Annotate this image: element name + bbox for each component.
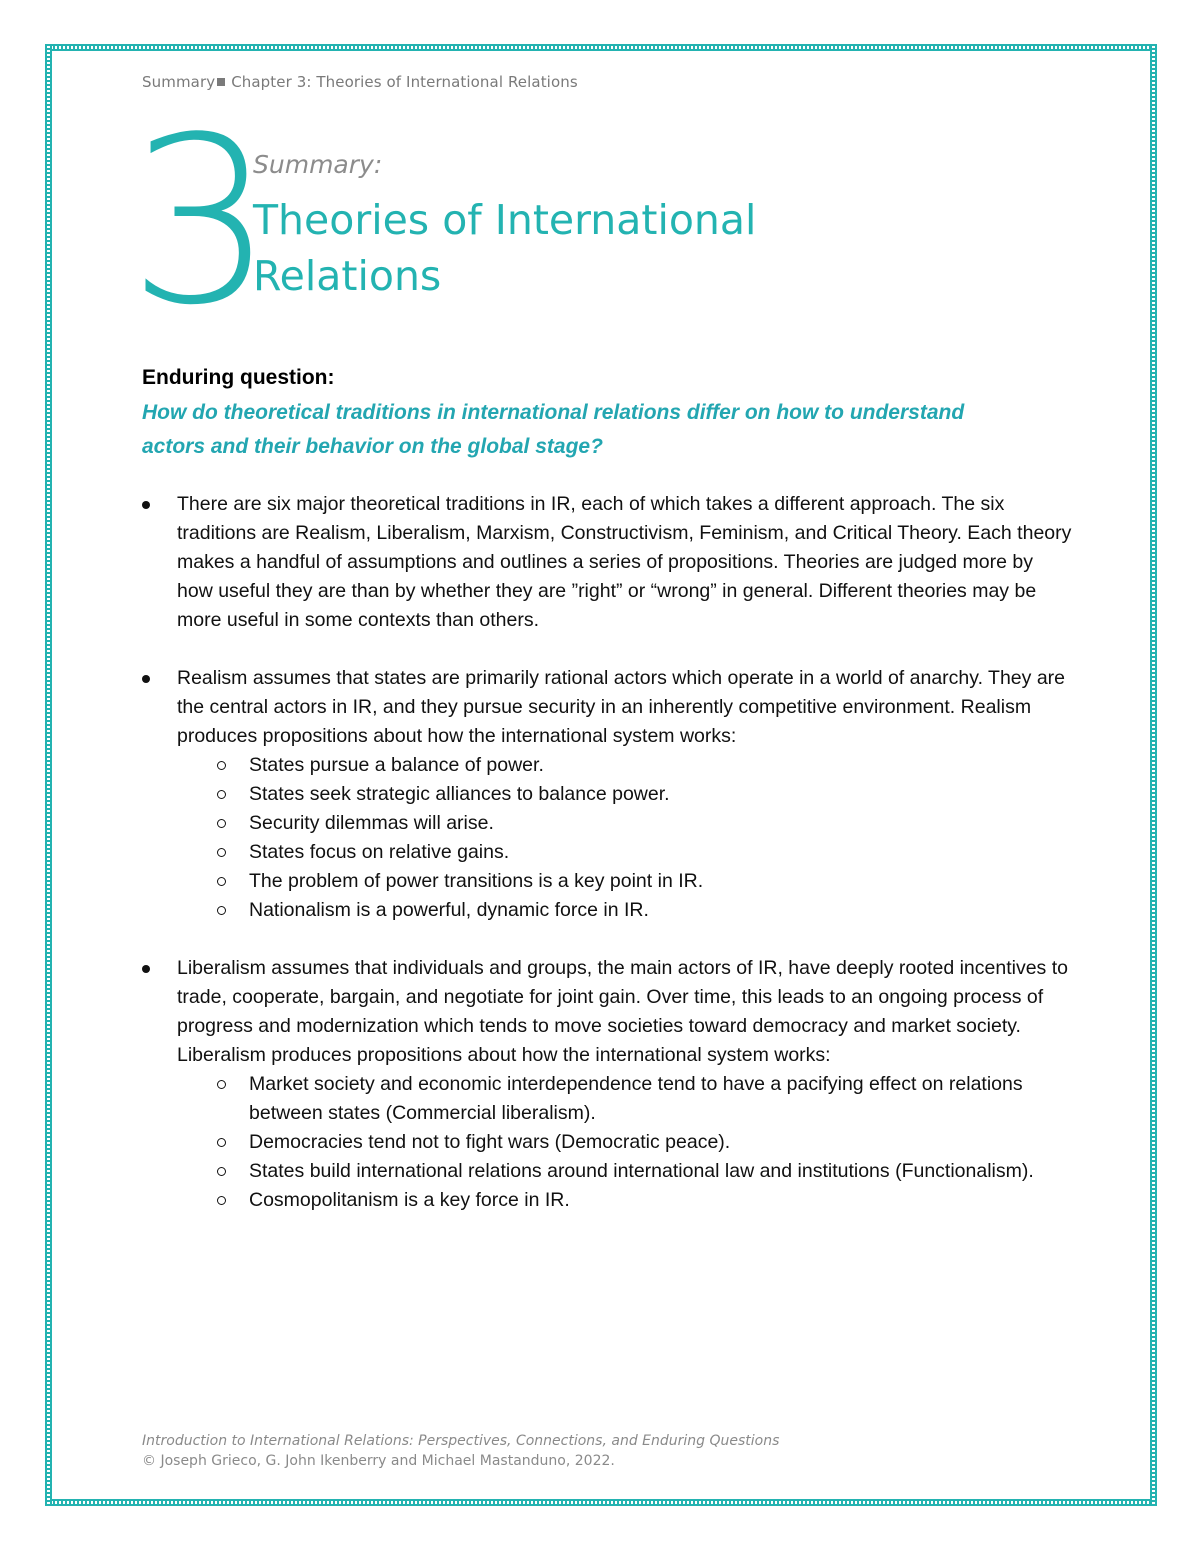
border-right (1150, 44, 1157, 1506)
sub-list-item (213, 1128, 1072, 1157)
sub-list-item (213, 896, 1072, 925)
sub-list-item (213, 867, 1072, 896)
sub-item-text: Market society and economic interdependence tend to have a pacifying effect on relations between states (Commercial liberalism). (249, 1073, 1023, 1124)
sub-list-item (213, 809, 1072, 838)
sub-list-item (213, 751, 1072, 780)
list-item (142, 954, 1072, 1215)
circle-bullet-icon (217, 848, 226, 857)
sub-item-text: Security dilemmas will arise. (249, 812, 494, 834)
sub-list-item (213, 1157, 1072, 1186)
running-head-left: Summary (142, 73, 216, 91)
page-footer (142, 1431, 779, 1471)
chapter-number: 3 (128, 89, 275, 356)
circle-bullet-icon (217, 1138, 226, 1147)
circle-bullet-icon (217, 761, 226, 770)
circle-bullet-icon (217, 790, 226, 799)
summary-bullet-list (142, 490, 1072, 1244)
sub-list (177, 751, 1072, 925)
border-top (45, 44, 1157, 51)
footer-book-title: Introduction to International Relations: Perspectives, Connections, and Enduring Questions (142, 1433, 780, 1449)
summary-label: Summary: (253, 150, 383, 179)
sub-list-item (213, 1070, 1072, 1128)
footer-copyright: © Joseph Grieco, G. John Ikenberry and Michael Mastanduno, 2022. (142, 1453, 615, 1469)
circle-bullet-icon (217, 819, 226, 828)
border-bottom (45, 1499, 1157, 1506)
circle-bullet-icon (217, 1080, 226, 1089)
bullet-text: Realism assumes that states are primarily rational actors which operate in a world of anarchy. They are the central actors in IR, and they pursue security in an inherently competitive environment. Realism produces propositions about how the international system works: (177, 667, 1066, 747)
sub-item-text: States seek strategic alliances to balance power. (249, 783, 670, 805)
bullet-icon (142, 965, 150, 973)
circle-bullet-icon (217, 877, 226, 886)
sub-list-item (213, 1186, 1072, 1215)
list-item (142, 664, 1072, 925)
sub-item-text: Cosmopolitanism is a key force in IR. (249, 1189, 570, 1211)
page-title: Theories of International Relations (253, 196, 757, 300)
list-item (142, 490, 1072, 635)
sub-list-item (213, 780, 1072, 809)
sub-item-text: Democracies tend not to fight wars (Democratic peace). (249, 1131, 731, 1153)
sub-item-text: Nationalism is a powerful, dynamic force in IR. (249, 899, 649, 921)
bullet-text: Liberalism assumes that individuals and groups, the main actors of IR, have deeply rooted incentives to trade, cooperate, bargain, and negotiate for joint gain. Over time, this leads to an ongoing process of progress and modernization which tends to move societies toward democracy and market society. Liberalism produces propositions about how the international system works: (177, 957, 1068, 1066)
sub-item-text: The problem of power transitions is a key point in IR. (249, 870, 704, 892)
sub-list (177, 1070, 1072, 1215)
bullet-text: There are six major theoretical traditions in IR, each of which takes a different approach. The six traditions are Realism, Liberalism, Marxism, Constructivism, Feminism, and Critical Theory. Each theory makes a handful of assumptions and outlines a series of propositions. Theories are judged more by how useful they are than by whether they are ”right” or “wrong” in general. Different theories may be more useful in some contexts than others. (177, 493, 1072, 631)
sub-item-text: States build international relations around international law and institutions (Functionalism). (249, 1160, 1034, 1182)
sub-item-text: States focus on relative gains. (249, 841, 510, 863)
sub-item-text: States pursue a balance of power. (249, 754, 544, 776)
circle-bullet-icon (217, 906, 226, 915)
sub-list-item (213, 838, 1072, 867)
circle-bullet-icon (217, 1196, 226, 1205)
circle-bullet-icon (217, 1167, 226, 1176)
running-head-right: Chapter 3: Theories of International Relations (231, 73, 578, 91)
separator-square-icon (217, 78, 225, 86)
bullet-icon (142, 675, 150, 683)
enduring-question-label: Enduring question: (142, 366, 335, 389)
border-left (45, 44, 52, 1506)
enduring-question-text: How do theoretical traditions in international relations differ on how to understand actors and their behavior on the global stage? (142, 401, 965, 458)
bullet-icon (142, 501, 150, 509)
